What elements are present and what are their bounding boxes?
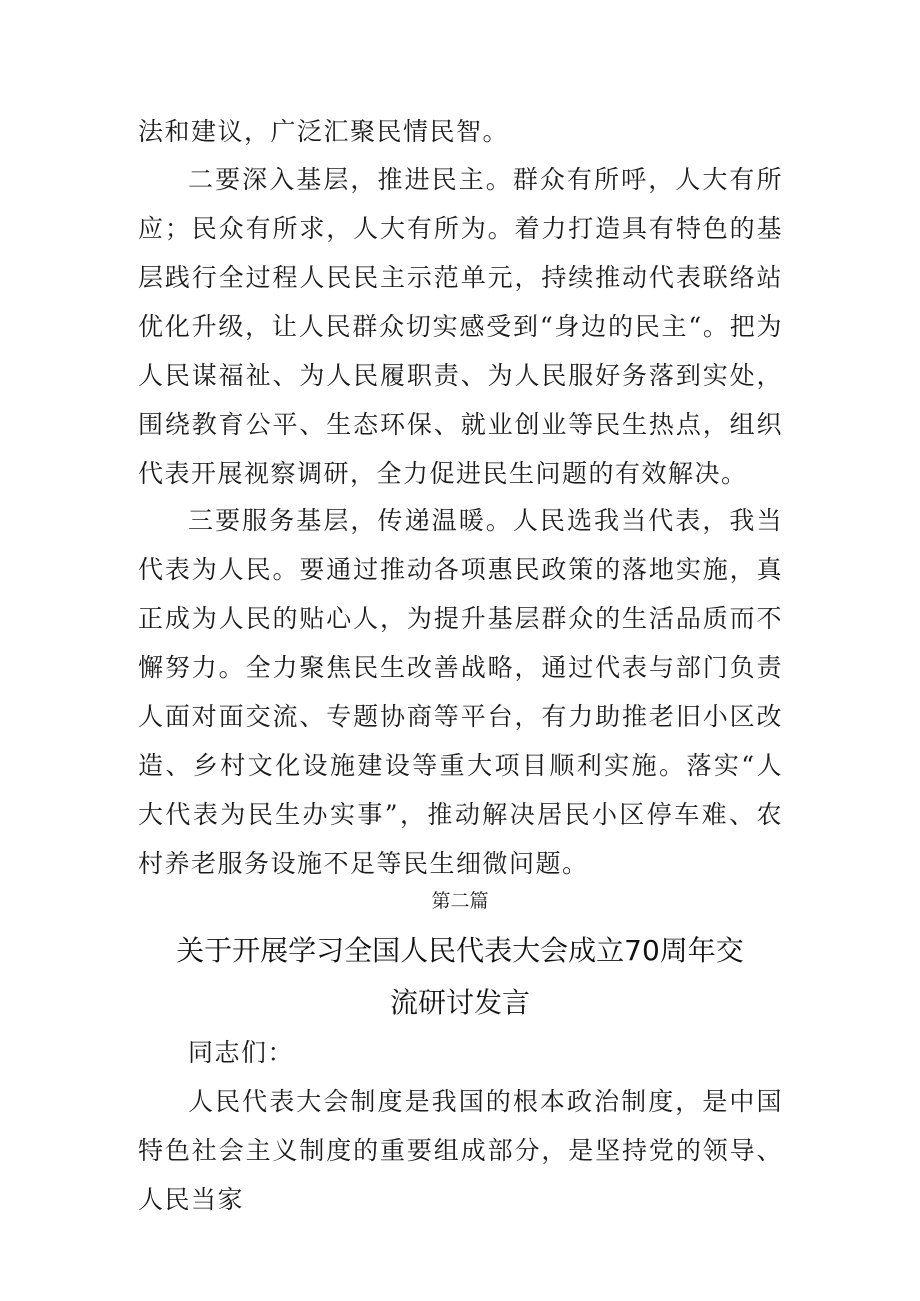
title-line-2: 流研讨发言 bbox=[389, 986, 530, 1019]
document-title bbox=[150, 925, 770, 1029]
paragraph-continuation: 法和建议，广泛汇聚民情民智。 bbox=[138, 117, 510, 146]
salutation: 同志们： bbox=[188, 1038, 295, 1067]
paragraph-serve-grassroots: 三要服务基层，传递温暖。人民选我当代表，我当代表为人民。要通过推动各项惠民政策的落地实施，真正成为人民的贴心人，为提升基层群众的生活品质而不懈努力。全力聚焦民生改善战略，通过代表与部门负责人面对面交流、专题协商等平台，有力助推老旧小区改造、乡村文化设施建设等重大项目顺利实施。落实“人大代表为民生办实事”，推动解决居民小区停车难、农村养老服务设施不足等民生细微问题。 bbox=[138, 506, 783, 878]
title-line-1: 关于开展学习全国人民代表大会成立70周年交 bbox=[176, 934, 744, 967]
paragraph-intro: 人民代表大会制度是我国的根本政治制度，是中国特色社会主义制度的重要组成部分，是坚持党的领导、人民当家 bbox=[138, 1087, 783, 1214]
section-label: 第二篇 bbox=[431, 890, 489, 912]
paragraph-deepen-grassroots: 二要深入基层，推进民主。群众有所呼，人大有所应；民众有所求，人大有所为。着力打造具有特色的基层践行全过程人民民主示范单元，持续推动代表联络站优化升级，让人民群众切实感受到“身边的民主“。把为人民谋福祉、为人民履职责、为人民服好务落到实处，围绕教育公平、生态环保、就业创业等民生热点，组织代表开展视察调研，全力促进民生问题的有效解决。 bbox=[138, 165, 783, 488]
